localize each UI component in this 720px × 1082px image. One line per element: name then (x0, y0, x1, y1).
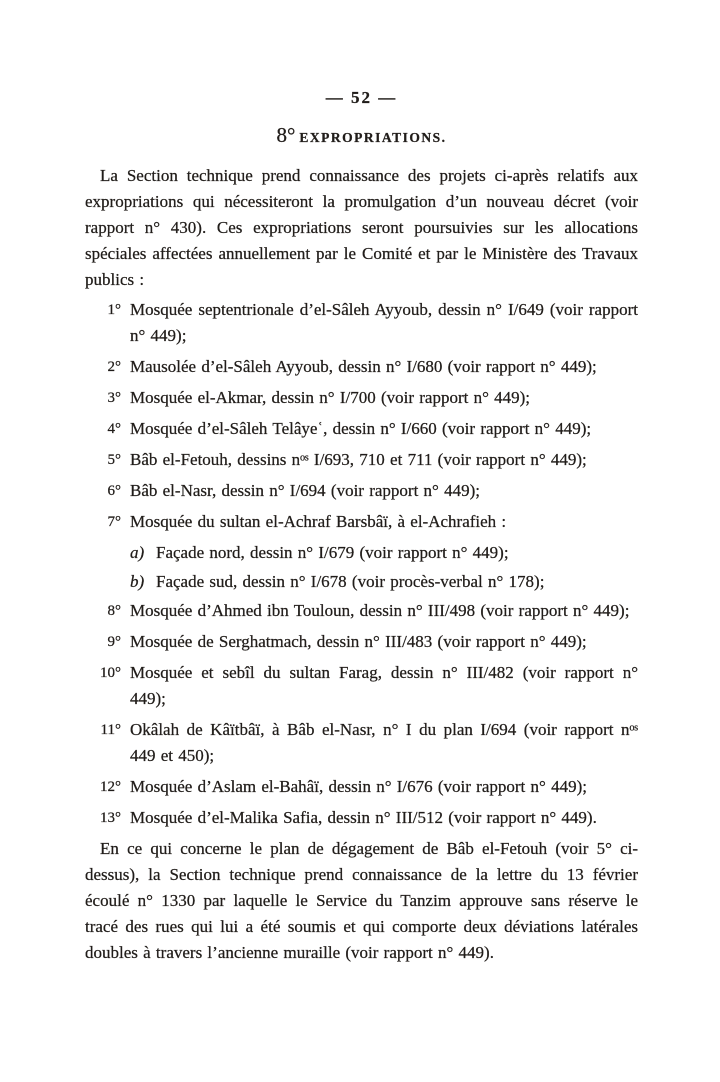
sub-item-letter: a) (130, 543, 145, 562)
page-content (85, 88, 638, 966)
list-item (85, 385, 638, 411)
sub-item-letter: b) (130, 572, 145, 591)
sub-item-text: Façade nord, dessin n° I/679 (voir rapport n° 449); (156, 543, 509, 562)
section-heading-title: EXPROPRIATIONS. (299, 130, 447, 145)
list-item (85, 354, 638, 380)
list-item-number: 1° (107, 302, 121, 318)
list-sub-item (130, 540, 638, 566)
list-item-text: Mosquée el-Akmar, dessin n° I/700 (voir rapport n° 449); (130, 388, 531, 407)
list-item-number: 4° (107, 421, 121, 437)
list-item (85, 447, 638, 473)
list-item (85, 509, 638, 535)
list-item-number: 11° (100, 722, 121, 738)
list-item-text: Okâlah de Kâïtbâï, à Bâb el-Nasr, n° I du plan I/694 (voir rapport nᵒˢ 449 et 450); (130, 720, 638, 765)
list-item (85, 805, 638, 831)
list-item (85, 598, 638, 624)
list-item (85, 297, 638, 349)
list-item-text: Mosquée septentrionale d’el-Sâleh Ayyoub, dessin n° I/649 (voir rapport n° 449); (130, 300, 638, 345)
list-item-number: 3° (107, 390, 121, 406)
intro-paragraph: La Section technique prend connaissance des projets ci-après relatifs aux expropriations qui nécessiteront la promulgation d’un nouveau décret (voir rapport n° 430). Ces expropriations seront poursuivies sur les allocations spéciales affectées annuellement par le Comité et par le Ministère des Travaux publics : (85, 166, 638, 289)
list-item (85, 629, 638, 655)
list-item-text: Mosquée et sebîl du sultan Farag, dessin n° III/482 (voir rapport n° 449); (130, 663, 638, 708)
list-item-text: Mosquée de Serghatmach, dessin n° III/483 (voir rapport n° 449); (130, 632, 587, 651)
list-item-number: 13° (100, 810, 121, 826)
list-item-text: Mosquée d’Aslam el-Bahâï, dessin n° I/676 (voir rapport n° 449); (130, 777, 587, 796)
list-item-number: 12° (100, 779, 121, 795)
list-sub-item (130, 569, 638, 595)
list-item-text: Mosquée d’el-Malika Safia, dessin n° III/512 (voir rapport n° 449). (130, 808, 597, 827)
list-item-text: Mosquée d’el-Sâleh Telâyeʿ, dessin n° I/660 (voir rapport n° 449); (130, 419, 592, 438)
list-item-text: Bâb el-Fetouh, dessins nᵒˢ I/693, 710 et 711 (voir rapport n° 449); (130, 450, 587, 469)
expropriations-list (85, 297, 638, 831)
list-item-number: 10° (100, 665, 121, 681)
section-heading (85, 123, 638, 150)
list-item-number: 2° (107, 359, 121, 375)
list-item-number: 9° (107, 634, 121, 650)
list-item (85, 416, 638, 442)
list-item-text: Mosquée du sultan el-Achraf Barsbâï, à el-Achrafieh : (130, 512, 507, 531)
list-item (85, 717, 638, 769)
page-number: — 52 — (325, 88, 398, 107)
list-item-text: Mosquée d’Ahmed ibn Touloun, dessin n° III/498 (voir rapport n° 449); (130, 601, 630, 620)
list-item-number: 6° (107, 483, 121, 499)
list-item (85, 774, 638, 800)
list-item-text: Mausolée d’el-Sâleh Ayyoub, dessin n° I/680 (voir rapport n° 449); (130, 357, 597, 376)
section-heading-number: 8° (276, 123, 296, 147)
list-item-number: 5° (107, 452, 121, 468)
list-item-text: Bâb el-Nasr, dessin n° I/694 (voir rapport n° 449); (130, 481, 480, 500)
list-item-number: 7° (107, 514, 121, 530)
list-item (85, 478, 638, 504)
closing-paragraph: En ce qui concerne le plan de dégagement de Bâb el-Fetouh (voir 5° ci-dessus), la Section technique prend connaissance de la lettre du 13 février écoulé n° 1330 par laquelle le Service du Tanzim approuve sans réserve le tracé des rues qui lui a été soumis et qui comporte deux déviations latérales doubles à travers l’ancienne muraille (voir rapport n° 449). (85, 839, 638, 962)
list-item (85, 660, 638, 712)
list-item-number: 8° (107, 603, 121, 619)
sub-item-text: Façade sud, dessin n° I/678 (voir procès-verbal n° 178); (156, 572, 545, 591)
